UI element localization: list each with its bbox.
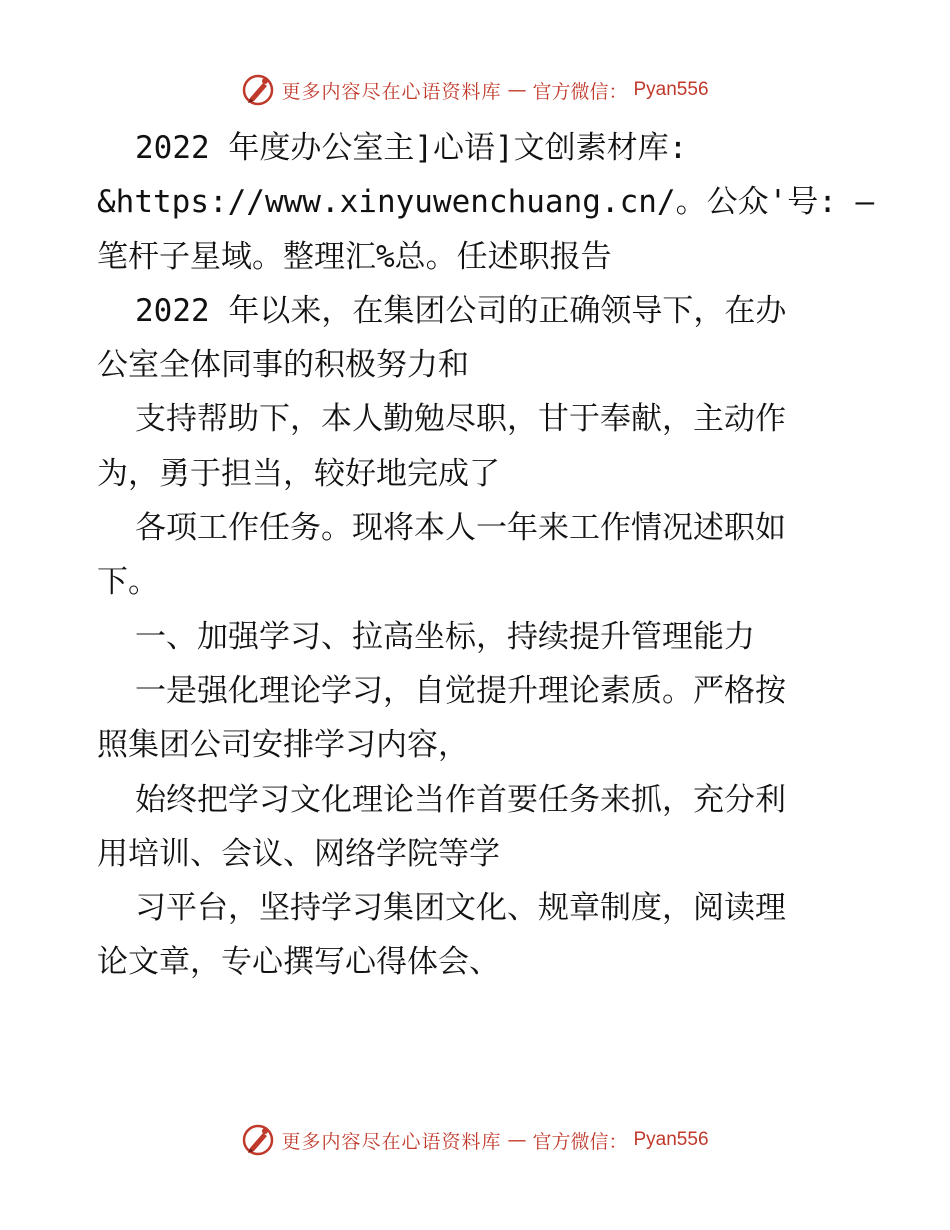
- footer-banner[interactable]: [0, 1120, 950, 1160]
- header-wechat-label: 官方微信：: [532, 80, 628, 103]
- header-wechat-id: Pyan556: [633, 79, 709, 100]
- text-line: 下。: [97, 564, 159, 601]
- pen-circle-logo-icon: [241, 1123, 275, 1157]
- footer-separator: —: [507, 1129, 527, 1151]
- header-banner[interactable]: [0, 70, 950, 110]
- header-site-text: 更多内容尽在心语资料库: [281, 80, 502, 103]
- footer-wechat-id: Pyan556: [633, 1129, 709, 1150]
- text-line: 各项工作任务。现将本人一年来工作情况述职如: [135, 510, 786, 547]
- text-line: 为，勇于担当，较好地完成了: [97, 455, 500, 492]
- header-separator: —: [507, 79, 527, 101]
- section-heading: 一、加强学习、拉高坐标，持续提升管理能力: [135, 618, 755, 655]
- text-line: 照集团公司安排学习内容，: [97, 727, 469, 764]
- text-line: 2022 年度办公室主]心语]文创素材库:: [135, 130, 688, 166]
- text-line: 用培训、会议、网络学院等学: [97, 835, 500, 872]
- text-line: 笔杆子星域。整理汇%总。任述职报告: [97, 238, 612, 275]
- text-line: 习平台，坚持学习集团文化、规章制度，阅读理: [135, 890, 786, 927]
- text-line: 一是强化理论学习，自觉提升理论素质。严格按: [135, 672, 786, 709]
- footer-wechat-label: 官方微信：: [532, 1130, 628, 1153]
- text-line: 论文章，专心撰写心得体会、: [97, 944, 500, 981]
- text-line: &https://www.xinyuwenchuang.cn/。公众'号: —: [97, 184, 875, 221]
- document-body: [97, 121, 875, 990]
- text-line: 2022 年以来，在集团公司的正确领导下，在办: [135, 292, 787, 329]
- text-line: 支持帮助下，本人勤勉尽职，甘于奉献，主动作: [135, 401, 786, 438]
- pen-circle-logo-icon: [241, 73, 275, 107]
- text-line: 公室全体同事的积极努力和: [97, 347, 469, 384]
- text-line: 始终把学习文化理论当作首要任务来抓，充分利: [135, 781, 786, 818]
- footer-site-text: 更多内容尽在心语资料库: [281, 1130, 502, 1153]
